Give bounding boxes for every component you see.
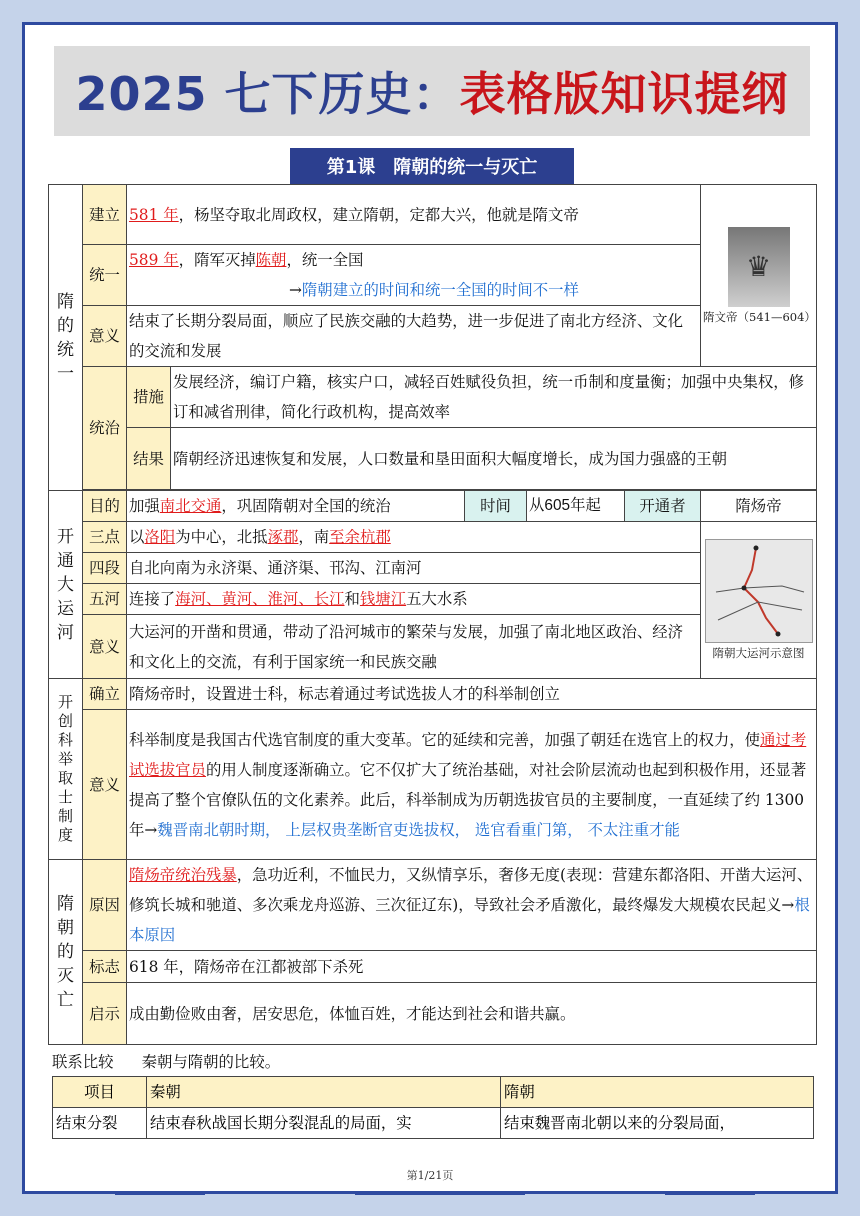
section-title-unification: 隋的统一: [49, 185, 83, 491]
sub-label: 结果: [127, 428, 171, 490]
table-row: [53, 1108, 814, 1139]
arrow-icon: →: [289, 281, 302, 299]
section-title-fall: 隋朝的灭亡: [49, 860, 83, 1045]
red-keyword: 涿郡: [267, 528, 299, 546]
portrait-cell: [701, 185, 817, 367]
title-part2: 表格版知识提纲: [459, 67, 789, 121]
row-content: 自北向南为永济渠、通济渠、邗沟、江南河: [127, 553, 701, 584]
red-keyword: 通过考试选拔官员: [129, 730, 807, 779]
row-label: 意义: [83, 710, 127, 860]
row-label: 五河: [83, 584, 127, 615]
red-keyword: 陈朝: [255, 251, 287, 269]
table-header-cell: 项目: [53, 1077, 147, 1108]
row-label: 意义: [83, 615, 127, 679]
time-value: 从605年起: [527, 491, 625, 522]
text-span: 五大水系: [406, 590, 468, 608]
row-label: 目的: [83, 491, 127, 522]
red-keyword: 海河、黄河、淮河、长江: [175, 590, 345, 608]
row-label: 原因: [83, 860, 127, 951]
table-cell: 结束魏晋南北朝以来的分裂局面，: [501, 1108, 814, 1139]
comparison-table: [52, 1076, 814, 1139]
page-title: [54, 46, 810, 136]
row-label: 统一: [83, 245, 127, 306]
frame-deco: [355, 1191, 525, 1195]
frame-deco: [665, 1191, 755, 1195]
opener-value: 隋炀帝: [701, 491, 817, 522]
text-span: ，隋军灭掉: [178, 251, 256, 269]
row-content: 成由勤俭败由奢，居安思危，体恤百姓，才能达到社会和谐共赢。: [127, 983, 817, 1045]
text-span: ，巩固隋朝对全国的统治: [221, 497, 391, 515]
lesson-number: 第1课: [326, 157, 376, 178]
red-keyword: 581 年: [129, 205, 179, 224]
section-title-keju: 开创科举取士制度: [49, 679, 83, 860]
row-content: [127, 522, 701, 553]
compare-label: 联系比较: [52, 1053, 114, 1071]
blue-annotation: 魏晋南北朝时期， 上层权贵垄断官吏选拔权， 选官看重门第， 不太注重才能: [157, 820, 680, 839]
text-span: ，杨坚夺取北周政权，建立隋朝，定都大兴，他就是隋文帝: [178, 205, 579, 224]
text-span: 以: [129, 528, 145, 546]
map-cell: [701, 522, 817, 679]
text-span: 的用人制度逐渐确立。它不仅扩大了统治基础，对社会阶层流动也起到积极作用，还显著提高了整个官僚队伍的文化素养。此后，科举制成为历朝选拔官员的主要制度，一直延续了约 1300 年→: [129, 760, 807, 839]
arrow-icon: →: [781, 896, 795, 914]
text-span: 和: [344, 590, 360, 608]
canal-map-image: [705, 539, 813, 643]
row-content: 隋炀帝时，设置进士科，标志着通过考试选拔人才的科举制创立: [127, 679, 817, 710]
section-title-canal: 开通大运河: [49, 491, 83, 679]
row-label: 确立: [83, 679, 127, 710]
text-span: 加强: [129, 497, 160, 515]
image-caption: 隋文帝（541—604）: [703, 309, 816, 324]
map-lines-icon: [706, 540, 812, 642]
row-content: 隋朝经济迅速恢复和发展，人口数量和垦田面积大幅度增长，成为国力强盛的王朝: [171, 428, 817, 490]
row-label: 启示: [83, 983, 127, 1045]
row-label: 建立: [83, 185, 127, 245]
text-span: ，急功近利，不恤民力，又纵情享乐，奢侈无度(表现：营建东都洛阳、开凿大运河、修筑长城和驰道、多次乘龙舟巡游、三次征辽东)，导致社会矛盾激化，最终爆发大规模农民起义: [129, 866, 813, 914]
red-keyword: 隋炀帝统治残暴: [129, 866, 237, 884]
red-keyword: 钱塘江: [359, 590, 407, 608]
page-number: 第1/21页: [406, 1169, 454, 1182]
table-header-cell: 秦朝: [147, 1077, 501, 1108]
emperor-portrait-image: ♛: [728, 227, 790, 307]
title-part1: 2025 七下历史：: [75, 67, 460, 121]
text-span: ，统一全国: [286, 251, 364, 269]
red-keyword: 南北交通: [159, 497, 222, 515]
sub-label: 措施: [127, 367, 171, 428]
blue-annotation: 隋朝建立的时间和统一全国的时间不一样: [301, 281, 579, 299]
compare-title-text: 秦朝与隋朝的比较。: [141, 1053, 281, 1071]
red-keyword: 589 年: [129, 251, 179, 269]
blue-annotation: 根本原因: [129, 896, 810, 944]
row-content: [127, 584, 701, 615]
table-cell: 结束分裂: [53, 1108, 147, 1139]
row-content: 结束了长期分裂局面，顺应了民族交融的大趋势，进一步促进了南北方经济、文化的交流和发展: [127, 306, 701, 367]
frame-deco: [115, 1191, 205, 1195]
row-content: [127, 491, 465, 522]
row-label: 统治: [83, 367, 127, 490]
red-keyword: 至余杭郡: [329, 528, 391, 546]
table-header-row: [53, 1077, 814, 1108]
text-span: 连接了: [129, 590, 176, 608]
table-header-cell: 隋朝: [501, 1077, 814, 1108]
table-cell: 结束春秋战国长期分裂混乱的局面，实: [147, 1108, 501, 1139]
row-content: [127, 245, 701, 306]
text-span: 为中心，北抵: [175, 528, 268, 546]
row-label: 标志: [83, 951, 127, 983]
row-content: [127, 710, 817, 860]
row-label: 三点: [83, 522, 127, 553]
outline-table: [48, 184, 817, 1045]
compare-heading: [52, 1048, 280, 1076]
sub-label: 开通者: [625, 491, 701, 522]
sub-label: 时间: [465, 491, 527, 522]
row-label: 意义: [83, 306, 127, 367]
row-content: 大运河的开凿和贯通，带动了沿河城市的繁荣与发展，加强了南北地区政治、经济和文化上的交流，有利于国家统一和民族交融: [127, 615, 701, 679]
row-content: [127, 185, 701, 245]
row-content: [127, 860, 817, 951]
text-span: ，南: [298, 528, 330, 546]
row-label: 四段: [83, 553, 127, 584]
row-content: 发展经济，编订户籍，核实户口，减轻百姓赋役负担，统一币制和度量衡；加强中央集权，修订和减省刑律，简化行政机构，提高效率: [171, 367, 817, 428]
red-keyword: 洛阳: [144, 528, 176, 546]
image-caption: 隋朝大运河示意图: [712, 646, 805, 660]
lesson-heading: [290, 148, 574, 184]
text-span: 科举制度是我国古代选官制度的重大变革。它的延续和完善，加强了朝廷在选官上的权力，使: [129, 730, 761, 749]
row-content: 618 年，隋炀帝在江都被部下杀死: [127, 951, 817, 983]
lesson-name: 隋朝的统一与灭亡: [393, 157, 538, 178]
